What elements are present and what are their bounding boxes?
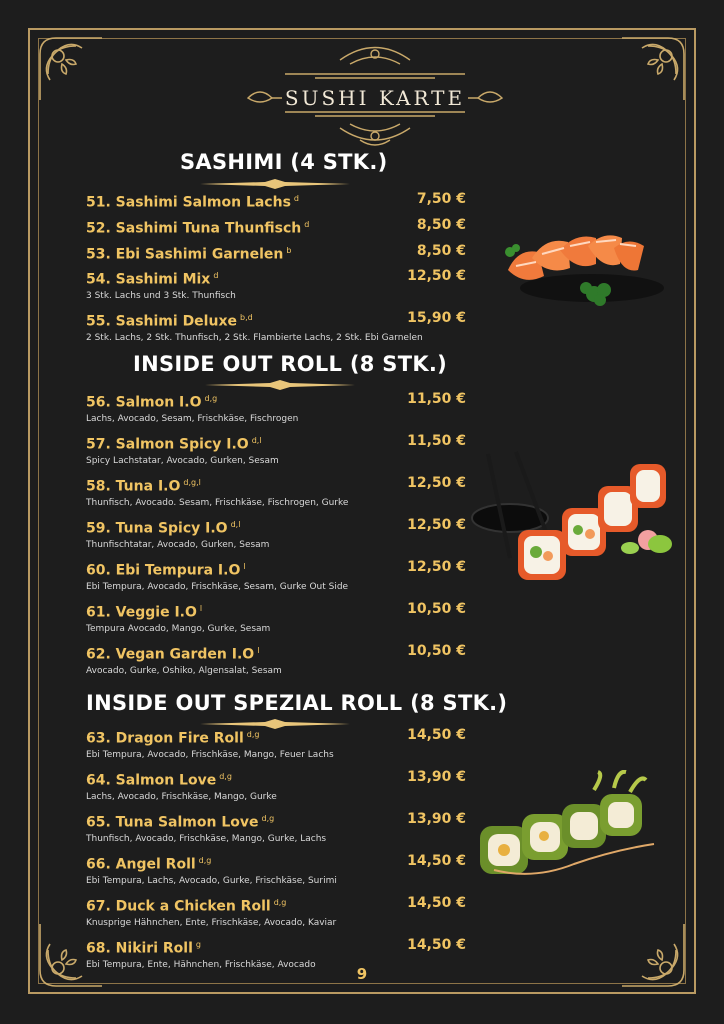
allergen-code: b bbox=[286, 246, 292, 255]
allergen-code: l bbox=[257, 646, 260, 655]
item-price: 10,50 € bbox=[407, 601, 466, 617]
menu-item bbox=[86, 726, 466, 766]
allergen-code: d,g,l bbox=[183, 478, 201, 487]
item-description: Ebi Tempura, Ente, Hähnchen, Frischkäse, Avocado bbox=[86, 960, 316, 970]
item-name: 52. Sashimi Tuna Thunfisch $^d$ bbox=[86, 220, 310, 237]
item-description: Lachs, Avocado, Sesam, Frischkäse, Fischrogen bbox=[86, 414, 299, 424]
allergen-code: d,l bbox=[230, 520, 241, 529]
item-name: 56. Salmon I.O $^{d,g}$ bbox=[86, 394, 218, 411]
item-price: 12,50 € bbox=[407, 559, 466, 575]
spezial-roll-photo bbox=[474, 770, 674, 890]
item-price: 12,50 € bbox=[407, 517, 466, 533]
item-description: Ebi Tempura, Avocado, Frischkäse, Mango, Feuer Lachs bbox=[86, 750, 334, 760]
item-description: Avocado, Gurke, Oshiko, Algensalat, Sesam bbox=[86, 666, 282, 676]
item-name: 66. Angel Roll $^{d,g}$ bbox=[86, 856, 212, 873]
item-name: 63. Dragon Fire Roll $^{d,g}$ bbox=[86, 730, 260, 747]
menu-item bbox=[86, 600, 466, 640]
section-title: INSIDE OUT SPEZIAL ROLL (8 STK.) bbox=[86, 691, 508, 715]
allergen-code: d bbox=[304, 220, 310, 229]
item-price: 10,50 € bbox=[407, 643, 466, 659]
section-title: SASHIMI (4 STK.) bbox=[180, 150, 388, 174]
ornament-divider-icon bbox=[200, 176, 350, 186]
menu-item bbox=[86, 390, 466, 430]
section-title: INSIDE OUT ROLL (8 STK.) bbox=[133, 352, 448, 376]
ornament-divider-icon bbox=[200, 716, 350, 726]
item-price: 8,50 € bbox=[416, 243, 466, 259]
item-description: Lachs, Avocado, Frischkäse, Mango, Gurke bbox=[86, 792, 277, 802]
item-price: 14,50 € bbox=[407, 937, 466, 953]
item-name: 60. Ebi Tempura I.O $^l$ bbox=[86, 562, 246, 579]
allergen-code: d bbox=[293, 194, 299, 203]
item-price: 12,50 € bbox=[407, 475, 466, 491]
item-price: 14,50 € bbox=[407, 853, 466, 869]
menu-item bbox=[86, 894, 466, 934]
item-price: 13,90 € bbox=[407, 811, 466, 827]
item-description: Spicy Lachstatar, Avocado, Gurken, Sesam bbox=[86, 456, 279, 466]
item-price: 14,50 € bbox=[407, 895, 466, 911]
allergen-code: d,l bbox=[251, 436, 262, 445]
allergen-code: l bbox=[243, 562, 246, 571]
item-description: Ebi Tempura, Avocado, Frischkäse, Sesam, Gurke Out Side bbox=[86, 582, 349, 592]
allergen-code: d,g bbox=[198, 856, 212, 865]
sashimi-photo bbox=[496, 222, 668, 314]
ornament-corner-icon bbox=[618, 34, 688, 104]
menu-item bbox=[86, 642, 466, 682]
item-description: Thunfischtatar, Avocado, Gurken, Sesam bbox=[86, 540, 270, 550]
ornament-divider-icon bbox=[205, 377, 355, 387]
menu-item bbox=[86, 474, 466, 514]
item-name: 51. Sashimi Salmon Lachs $^d$ bbox=[86, 194, 299, 211]
allergen-code: d,g bbox=[246, 730, 260, 739]
title-block bbox=[240, 40, 510, 160]
allergen-code: d,g bbox=[261, 814, 275, 823]
menu-item bbox=[86, 558, 466, 598]
item-name: 58. Tuna I.O $^{d,g,l}$ bbox=[86, 478, 201, 495]
allergen-code: d bbox=[213, 271, 219, 280]
item-description: Thunfisch, Avocado, Frischkäse, Mango, Gurke, Lachs bbox=[86, 834, 327, 844]
menu-item bbox=[86, 309, 466, 349]
item-price: 11,50 € bbox=[407, 433, 466, 449]
page-title: SUSHI KARTE bbox=[284, 86, 466, 110]
item-name: 64. Salmon Love $^{d,g}$ bbox=[86, 772, 232, 789]
allergen-code: d,g bbox=[219, 772, 232, 781]
page-number: 9 bbox=[356, 965, 368, 983]
item-description: 3 Stk. Lachs und 3 Stk. Thunfisch bbox=[86, 291, 236, 301]
item-price: 14,50 € bbox=[407, 727, 466, 743]
menu-item bbox=[86, 516, 466, 556]
item-price: 15,90 € bbox=[407, 310, 466, 326]
item-name: 65. Tuna Salmon Love $^{d,g}$ bbox=[86, 814, 275, 831]
item-description: Tempura Avocado, Mango, Gurke, Sesam bbox=[86, 624, 271, 634]
item-name: 62. Vegan Garden I.O $^l$ bbox=[86, 646, 260, 663]
item-name: 67. Duck a Chicken Roll $^{d,g}$ bbox=[86, 898, 287, 915]
item-name: 54. Sashimi Mix $^d$ bbox=[86, 271, 219, 288]
ornament-corner-icon bbox=[618, 920, 688, 990]
menu-item bbox=[86, 768, 466, 808]
inside-out-roll-photo bbox=[470, 448, 676, 588]
item-price: 8,50 € bbox=[416, 217, 466, 233]
item-description: Thunfisch, Avocado. Sesam, Frischkäse, Fischrogen, Gurke bbox=[86, 498, 349, 508]
item-description: 2 Stk. Lachs, 2 Stk. Thunfisch, 2 Stk. Flambierte Lachs, 2 Stk. Ebi Garnelen bbox=[86, 333, 423, 343]
item-description: Ebi Tempura, Lachs, Avocado, Gurke, Frischkäse, Surimi bbox=[86, 876, 337, 886]
item-name: 59. Tuna Spicy I.O $^{d,l}$ bbox=[86, 520, 241, 537]
item-price: 11,50 € bbox=[407, 391, 466, 407]
menu-item bbox=[86, 432, 466, 472]
item-name: 68. Nikiri Roll $^g$ bbox=[86, 940, 201, 957]
item-name: 53. Ebi Sashimi Garnelen $^b$ bbox=[86, 246, 292, 263]
item-price: 7,50 € bbox=[416, 191, 466, 207]
menu-item bbox=[86, 267, 466, 307]
item-name: 55. Sashimi Deluxe $^{b,d}$ bbox=[86, 313, 253, 330]
ornament-corner-icon bbox=[36, 34, 106, 104]
allergen-code: g bbox=[195, 940, 201, 949]
item-price: 12,50 € bbox=[407, 268, 466, 284]
item-description: Knusprige Hähnchen, Ente, Frischkäse, Avocado, Kaviar bbox=[86, 918, 337, 928]
item-price: 13,90 € bbox=[407, 769, 466, 785]
item-name: 61. Veggie I.O $^l$ bbox=[86, 604, 203, 621]
allergen-code: d,g bbox=[273, 898, 287, 907]
allergen-code: d,g bbox=[204, 394, 218, 403]
menu-item bbox=[86, 936, 466, 976]
menu-item bbox=[86, 810, 466, 850]
item-name: 57. Salmon Spicy I.O $^{d,l}$ bbox=[86, 436, 262, 453]
allergen-code: b,d bbox=[239, 313, 253, 322]
menu-item bbox=[86, 852, 466, 892]
allergen-code: l bbox=[199, 604, 203, 613]
